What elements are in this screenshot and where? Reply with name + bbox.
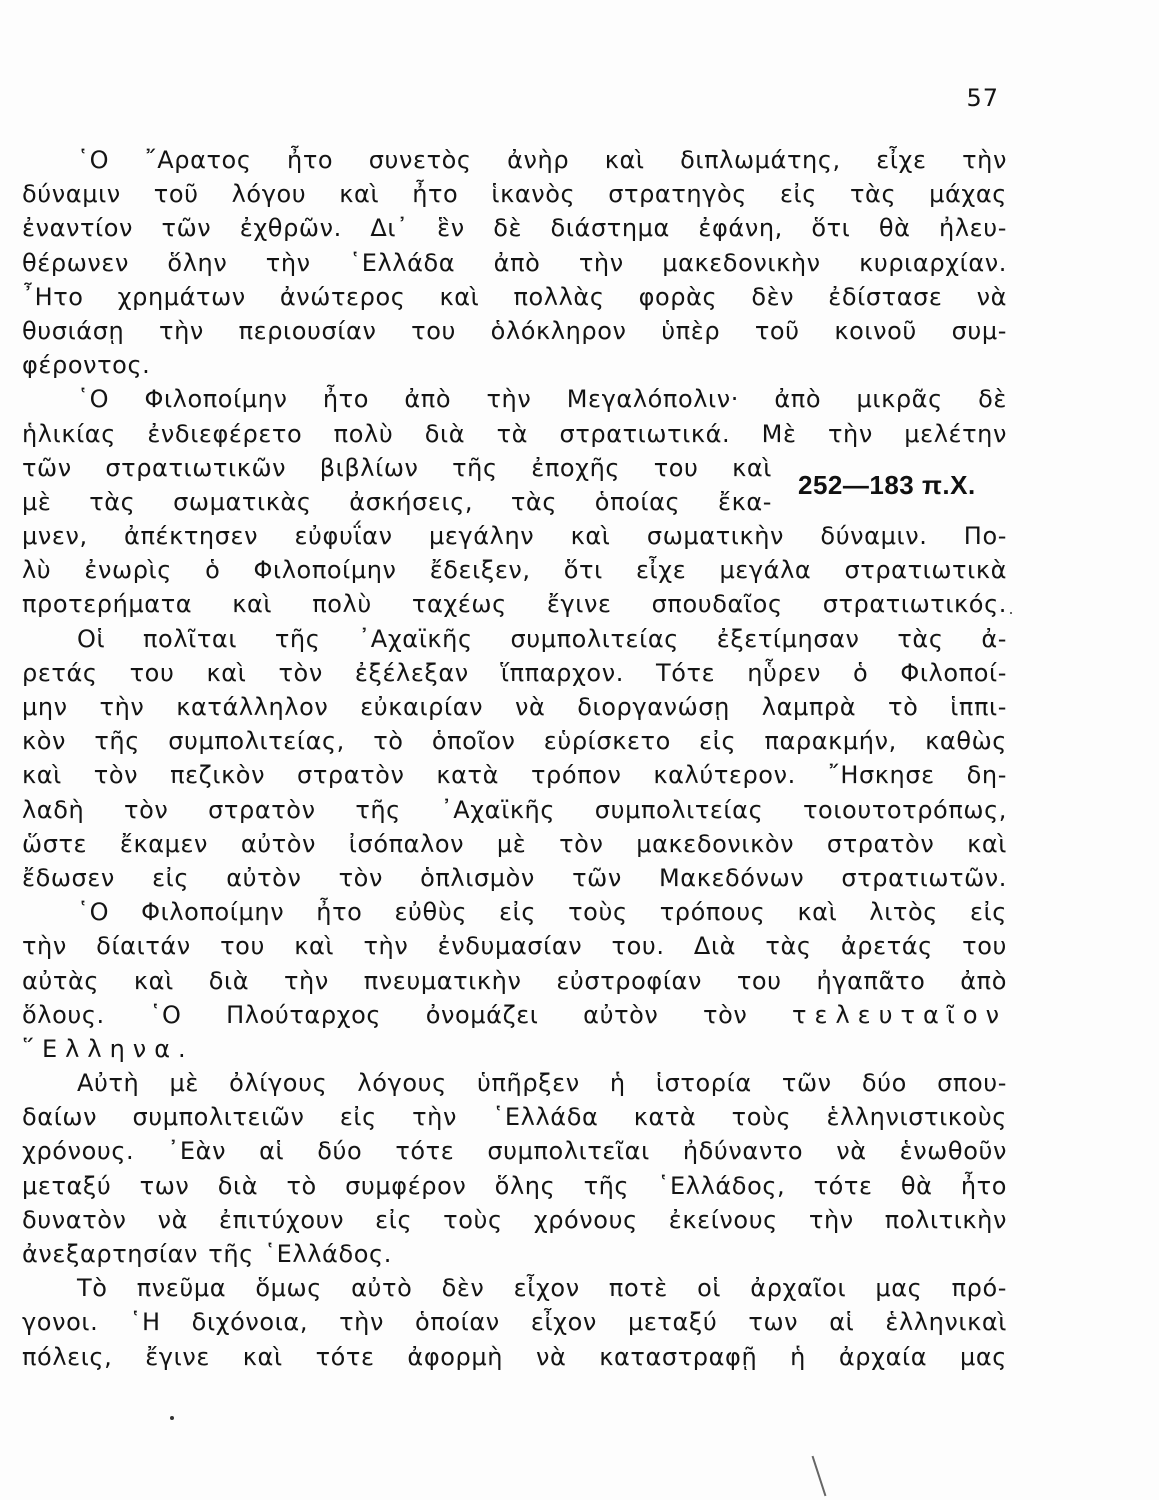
- text-line: Οἱ πολῖται τῆς ᾿Αχαϊκῆς συμπολιτείας ἐξετίμησαν τὰς ἀ-: [77, 624, 1007, 653]
- text-line: θέρωνεν ὅλην τὴν ῾Ελλάδα ἀπὸ τὴν μακεδονικὴν κυριαρχίαν.: [22, 248, 1007, 277]
- text-segment: ὅλους. ῾Ο Πλούταρχος ὀνομάζει αὐτὸν τὸν: [22, 1000, 748, 1029]
- text-line: μεταξύ των διὰ τὸ συμφέρον ὅλης τῆς ῾Ελλάδος, τότε θὰ ἦτο: [22, 1171, 1007, 1200]
- text-line: δύναμιν τοῦ λόγου καὶ ἦτο ἱκανὸς στρατηγὸς εἰς τὰς μάχας: [22, 180, 1007, 209]
- text-line: χρόνους. ᾿Εὰν αἱ δύο τότε συμπολιτεῖαι ἠδύναντο νὰ ἑνωθοῦν: [22, 1137, 1007, 1166]
- text-line: πόλεις, ἔγινε καὶ τότε ἀφορμὴ νὰ καταστραφῇ ἡ ἀρχαία μας: [22, 1342, 1007, 1371]
- text-line: τῶν στρατιωτικῶν βιβλίων τῆς ἐποχῆς του καὶ: [22, 453, 772, 482]
- margin-date-note: 252—183 π.Χ.: [798, 470, 976, 500]
- scan-speck: [1010, 612, 1012, 614]
- text-line: αὐτὰς καὶ διὰ τὴν πνευματικὴν εὐστροφίαν του ἠγαπᾶτο ἀπὸ: [22, 966, 1007, 995]
- text-line: ἀνεξαρτησίαν τῆς ῾Ελλάδος.: [22, 1240, 392, 1268]
- text-line: ῾Ο Φιλοποίμην ἦτο ἀπὸ τὴν Μεγαλόπολιν· ἀπὸ μικρᾶς δὲ: [77, 385, 1007, 414]
- text-line: ῏Ητο χρημάτων ἀνώτερος καὶ πολλὰς φορὰς δὲν ἐδίστασε νὰ: [22, 282, 1007, 311]
- text-line: μὲ τὰς σωματικὰς ἀσκήσεις, τὰς ὁποίας ἔκα-: [22, 487, 772, 516]
- text-line: γονοι. ῾Η διχόνοια, τὴν ὁποίαν εἶχον μεταξύ των αἱ ἑλληνικαὶ: [22, 1308, 1007, 1337]
- text-line: ἔδωσεν εἰς αὐτὸν τὸν ὁπλισμὸν τῶν Μακεδόνων στρατιωτῶν.: [22, 863, 1007, 892]
- page-number: 57: [966, 84, 999, 112]
- scan-speck: [170, 1416, 174, 1420]
- text-line: μνεν, ἀπέκτησεν εὐφυΐαν μεγάλην καὶ σωματικὴν δύναμιν. Πο-: [22, 522, 1007, 551]
- text-line: δαίων συμπολιτειῶν εἰς τὴν ῾Ελλάδα κατὰ τοὺς ἑλληνιστικοὺς: [22, 1103, 1007, 1132]
- text-line: θυσιάσῃ τὴν περιουσίαν του ὁλόκληρον ὑπὲρ τοῦ κοινοῦ συμ-: [22, 316, 1007, 345]
- spaced-text-line: ῞Ελληνα.: [22, 1034, 194, 1063]
- text-line: ῾Ο Φιλοποίμην ἦτο εὐθὺς εἰς τοὺς τρόπους καὶ λιτὸς εἰς: [77, 898, 1007, 927]
- text-line: λὺ ἐνωρὶς ὁ Φιλοποίμην ἔδειξεν, ὅτι εἶχε μεγάλα στρατιωτικὰ: [22, 556, 1007, 585]
- scan-scratch: [812, 1456, 827, 1497]
- text-line: ἐναντίον τῶν ἐχθρῶν. Δι᾿ ἓν δὲ διάστημα ἐφάνη, ὅτι θὰ ἠλευ-: [22, 214, 1007, 243]
- text-line: ὥστε ἔκαμεν αὐτὸν ἰσόπαλον μὲ τὸν μακεδονικὸν στρατὸν καὶ: [22, 829, 1007, 858]
- text-line: ρετάς του καὶ τὸν ἐξέλεξαν ἵππαρχον. Τότε ηὗρεν ὁ Φιλοποί-: [22, 658, 1007, 687]
- text-line: ῾Ο ῎Αρατος ἦτο συνετὸς ἀνὴρ καὶ διπλωμάτης, εἶχε τὴν: [77, 146, 1007, 174]
- text-line: Τὸ πνεῦμα ὅμως αὐτὸ δὲν εἶχον ποτὲ οἱ ἀρχαῖοι μας πρό-: [77, 1274, 1007, 1303]
- text-line: φέροντος.: [22, 351, 151, 380]
- text-line: καὶ τὸν πεζικὸν στρατὸν κατὰ τρόπον καλύτερον. ῎Ησκησε δη-: [22, 761, 1007, 790]
- text-line: τὴν δίαιτάν του καὶ τὴν ἐνδυμασίαν του. Διὰ τὰς ἀρετάς του: [22, 932, 1007, 961]
- body-text: [22, 143, 1007, 1374]
- text-line: κὸν τῆς συμπολιτείας, τὸ ὁποῖον εὑρίσκετο εἰς παρακμήν, καθὼς: [22, 727, 1007, 756]
- text-line: λαδὴ τὸν στρατὸν τῆς ᾿Αχαϊκῆς συμπολιτείας τοιουτοτρόπως,: [22, 795, 1007, 824]
- text-line: Αὐτὴ μὲ ὀλίγους λόγους ὑπῆρξεν ἡ ἱστορία τῶν δύο σπου-: [77, 1069, 1007, 1098]
- text-line: δυνατὸν νὰ ἐπιτύχουν εἰς τοὺς χρόνους ἐκείνους τὴν πολιτικὴν: [22, 1205, 1007, 1234]
- text-line: προτερήματα καὶ πολὺ ταχέως ἔγινε σπουδαῖος στρατιωτικός.: [22, 590, 1007, 619]
- spaced-text: τελευταῖον: [792, 1000, 1007, 1029]
- text-line: [22, 998, 1007, 1032]
- text-line: ἡλικίας ἐνδιεφέρετο πολὺ διὰ τὰ στρατιωτικά. Μὲ τὴν μελέτην: [22, 419, 1007, 448]
- text-line: μην τὴν κατάλληλον εὐκαιρίαν νὰ διοργανώσῃ λαμπρὰ τὸ ἱππι-: [22, 693, 1007, 721]
